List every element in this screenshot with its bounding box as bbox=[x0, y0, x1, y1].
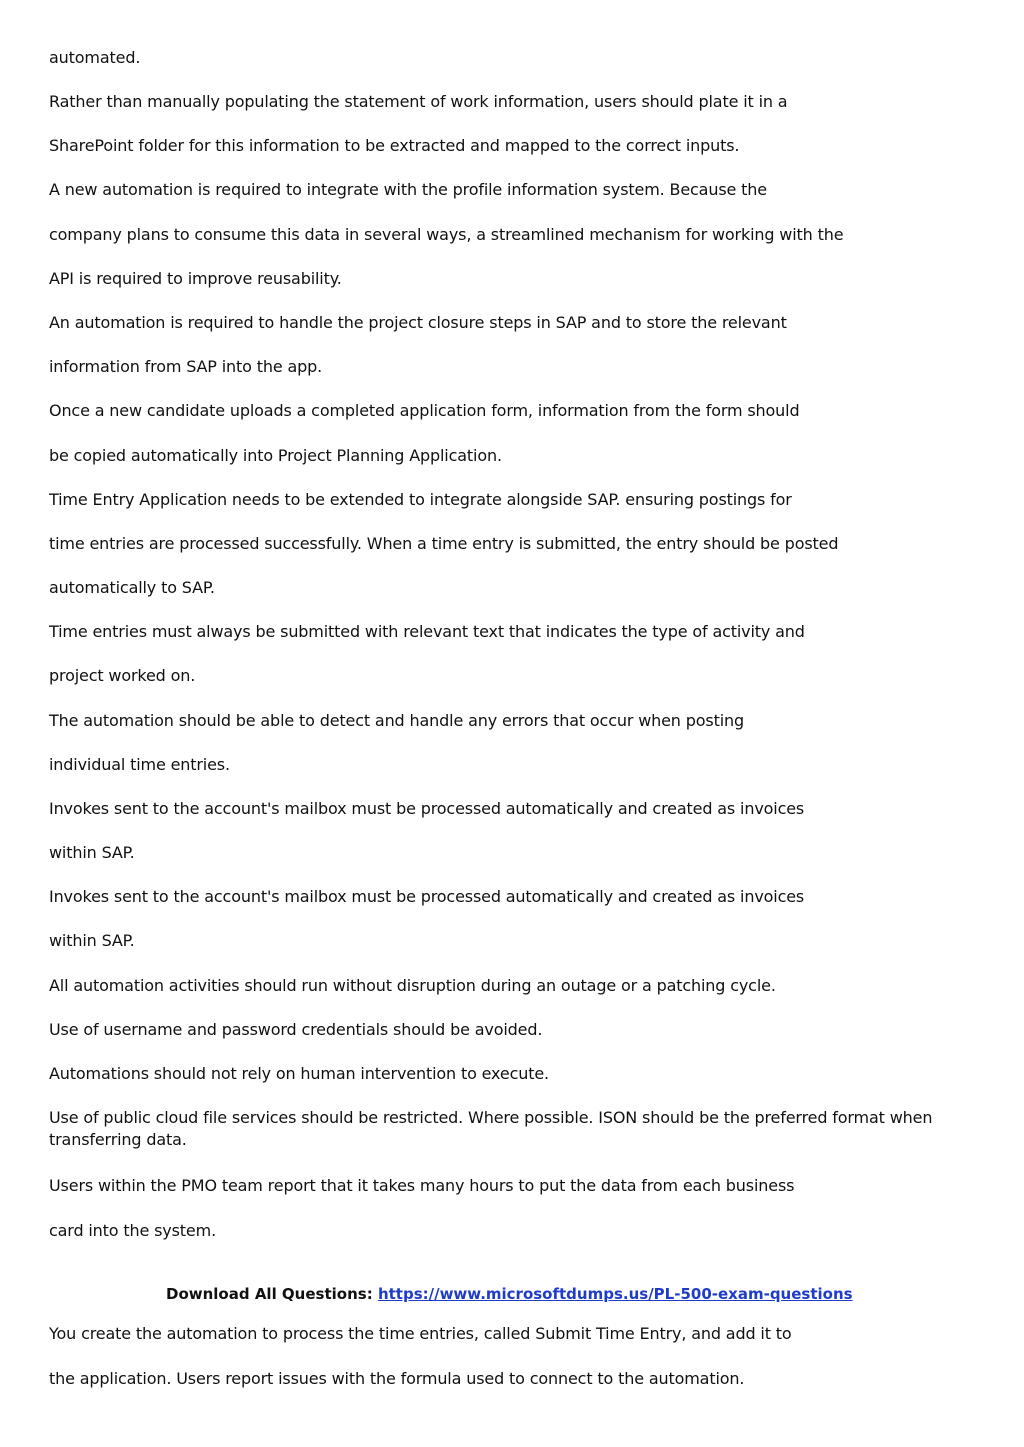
text-line: Invokes sent to the account's mailbox must be processed automatically and created as invoices bbox=[49, 887, 805, 906]
text-line: card into the system. bbox=[49, 1221, 216, 1240]
text-line: within SAP. bbox=[49, 843, 135, 862]
text-line: Rather than manually populating the statement of work information, users should plate it in a bbox=[49, 92, 788, 111]
text-line: A new automation is required to integrate with the profile information system. Because the bbox=[49, 180, 767, 199]
text-line: Users within the PMO team report that it takes many hours to put the data from each business bbox=[49, 1176, 795, 1195]
text-line: Time Entry Application needs to be extended to integrate alongside SAP. ensuring postings for bbox=[49, 490, 792, 509]
text-line: individual time entries. bbox=[49, 755, 230, 774]
text-line: Use of public cloud file services should be restricted. Where possible. ISON should be the preferred format when transferring data. bbox=[49, 1108, 933, 1149]
text-line: information from SAP into the app. bbox=[49, 357, 323, 376]
download-link[interactable]: https://www.microsoftdumps.us/PL-500-exam-questions bbox=[377, 1285, 853, 1303]
text-line: All automation activities should run without disruption during an outage or a patching cycle. bbox=[49, 976, 776, 995]
download-banner bbox=[166, 1283, 853, 1305]
text-line: within SAP. bbox=[49, 931, 135, 950]
text-line: automated. bbox=[49, 48, 141, 67]
text-line: Use of username and password credentials should be avoided. bbox=[49, 1020, 543, 1039]
text-line: Once a new candidate uploads a completed application form, information from the form should bbox=[49, 401, 800, 420]
download-label: Download All Questions: bbox=[166, 1285, 373, 1303]
text-line: be copied automatically into Project Planning Application. bbox=[49, 446, 502, 465]
text-line: project worked on. bbox=[49, 666, 196, 685]
text-line: Time entries must always be submitted with relevant text that indicates the type of activity and bbox=[49, 622, 805, 641]
text-line: API is required to improve reusability. bbox=[49, 269, 342, 288]
text-line: Automations should not rely on human intervention to execute. bbox=[49, 1064, 549, 1083]
text-line: SharePoint folder for this information to be extracted and mapped to the correct inputs. bbox=[49, 136, 740, 155]
text-line: The automation should be able to detect and handle any errors that occur when posting bbox=[49, 711, 744, 730]
text-line: You create the automation to process the time entries, called Submit Time Entry, and add it to bbox=[49, 1324, 792, 1343]
text-line: time entries are processed successfully. When a time entry is submitted, the entry should be posted bbox=[49, 534, 839, 553]
text-line: company plans to consume this data in several ways, a streamlined mechanism for working with the bbox=[49, 225, 844, 244]
text-line: the application. Users report issues with the formula used to connect to the automation. bbox=[49, 1369, 745, 1388]
text-line: Invokes sent to the account's mailbox must be processed automatically and created as invoices bbox=[49, 799, 805, 818]
text-line: automatically to SAP. bbox=[49, 578, 215, 597]
text-line: An automation is required to handle the project closure steps in SAP and to store the relevant bbox=[49, 313, 787, 332]
